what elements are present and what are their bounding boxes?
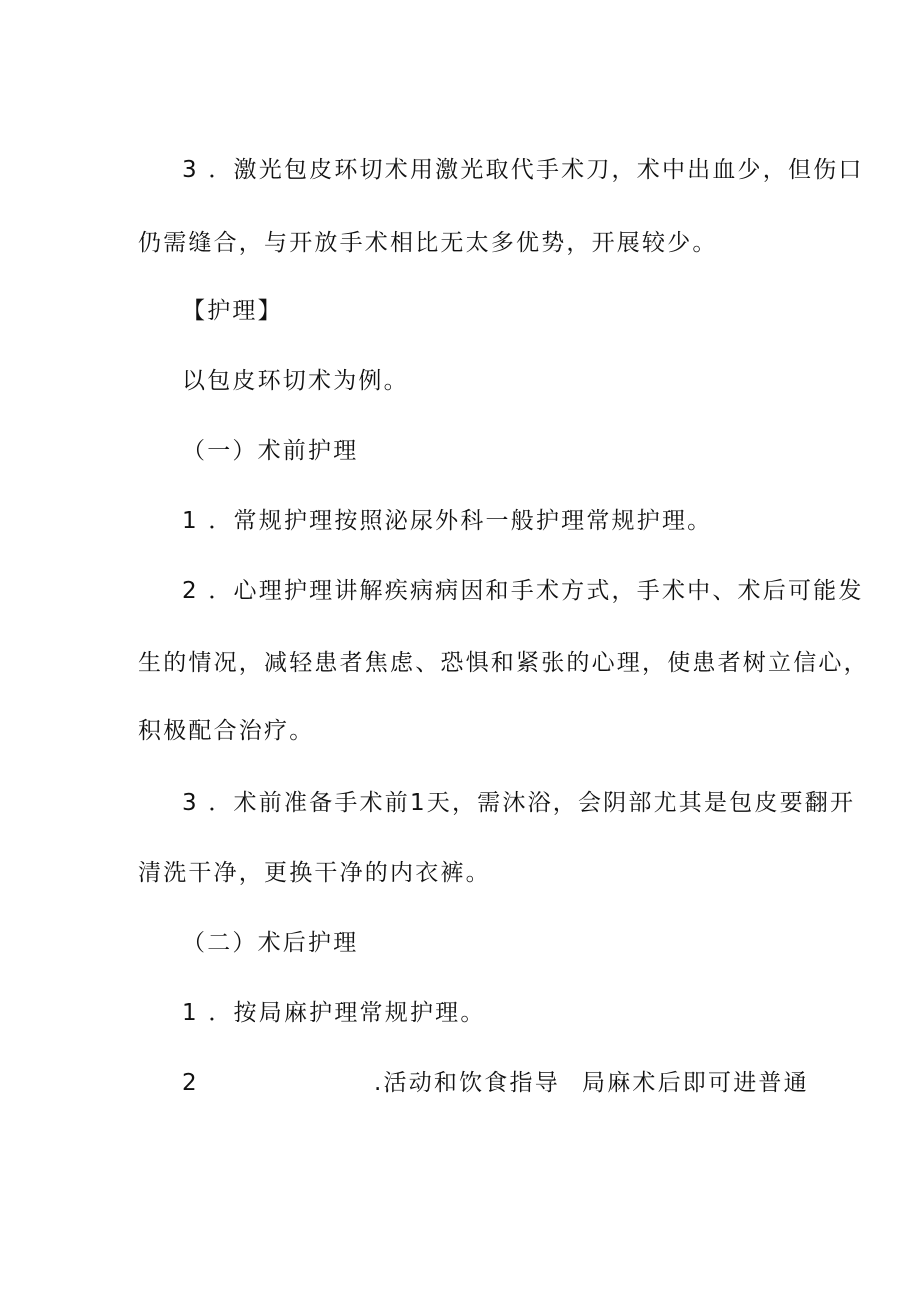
item-title: .活动和饮食指导: [374, 1070, 560, 1096]
paragraph-line: 仍需缝合，与开放手术相比无太多优势，开展较少。: [138, 230, 718, 256]
paragraph-line: 1 ．按局麻护理常规护理。: [182, 1000, 486, 1026]
item-number: 2: [182, 1070, 199, 1096]
subsection-heading: （一）术前护理: [182, 438, 359, 464]
section-heading: 【护理】: [182, 298, 283, 324]
paragraph-line: 以包皮环切术为例。: [182, 368, 409, 394]
paragraph-line: 3 ．术前准备手术前1天，需沐浴，会阴部尤其是包皮要翻开: [182, 790, 856, 816]
paragraph-line: 积极配合治疗。: [138, 718, 315, 744]
paragraph-line: 清洗干净，更换干净的内衣裤。: [138, 860, 491, 886]
paragraph-line: 3 ．激光包皮环切术用激光取代手术刀，术中出血少，但伤口: [182, 157, 864, 183]
subsection-heading: （二）术后护理: [182, 930, 359, 956]
paragraph-line: 生的情况，减轻患者焦虑、恐惧和紧张的心理，使患者树立信心，: [138, 650, 869, 676]
paragraph-line: 2 ．心理护理讲解疾病病因和手术方式，手术中、术后可能发: [182, 578, 864, 604]
item-text: 局麻术后即可进普通: [582, 1070, 809, 1096]
paragraph-line: 1 ．常规护理按照泌尿外科一般护理常规护理。: [182, 508, 713, 534]
